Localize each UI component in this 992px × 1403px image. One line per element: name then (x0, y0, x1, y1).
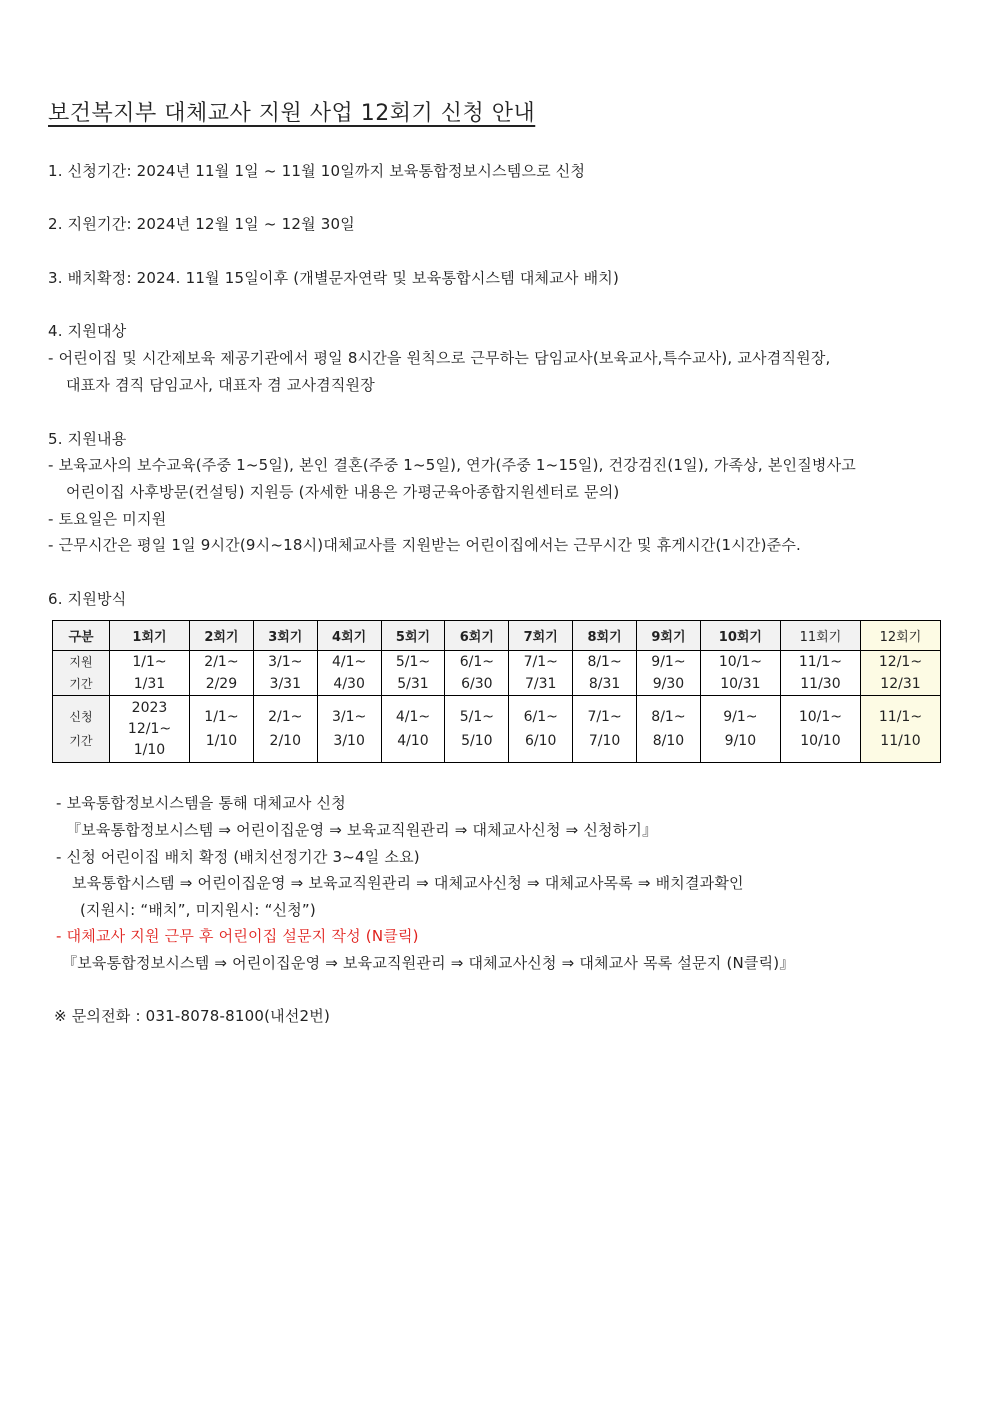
table-header-row (53, 621, 941, 651)
section-3-placement: 3. 배치확정: 2024. 11월 15일이후 (개별문자연락 및 보육통합시스템 대체교사 배치) (48, 269, 620, 287)
round-header: 1회기 (110, 621, 190, 651)
support-cell-current: 12/1~ 12/31 (860, 651, 940, 696)
section-5-line-1: - 보육교사의 보수교육(주중 1~5일), 본인 결혼(주중 1~5일), 연가(주중 1~15일), 건강검진(1일), 가족상, 본인질병사고 (48, 456, 856, 474)
note-survey: - 대체교사 지원 근무 후 어린이집 설문지 작성 (N클릭) (56, 927, 419, 945)
apply-cell: 8/1~ 8/10 (637, 696, 701, 763)
section-4-heading: 4. 지원대상 (48, 322, 127, 340)
apply-cell: 2023 12/1~ 1/10 (110, 696, 190, 763)
round-header: 9회기 (637, 621, 701, 651)
section-4-line-1: - 어린이집 및 시간제보육 제공기관에서 평일 8시간을 원칙으로 근무하는 담임교사(보육교사,특수교사), 교사겸직원장, (48, 349, 831, 367)
apply-cell: 6/1~ 6/10 (509, 696, 573, 763)
support-cell: 6/1~ 6/30 (445, 651, 509, 696)
section-4-line-2: 대표자 겸직 담임교사, 대표자 겸 교사겸직원장 (66, 376, 375, 394)
support-cell: 8/1~ 8/31 (573, 651, 637, 696)
round-header: 6회기 (445, 621, 509, 651)
support-cell: 2/1~ 2/29 (189, 651, 253, 696)
round-header-current: 12회기 (860, 621, 940, 651)
section-5-line-2: 어린이집 사후방문(컨설팅) 지원등 (자세한 내용은 가평군육아종합지원센터로 문의) (66, 483, 620, 501)
support-cell: 11/1~ 11/30 (780, 651, 860, 696)
section-6-heading: 6. 지원방식 (48, 590, 127, 608)
contact-phone: ※ 문의전화 : 031-8078-8100(내선2번) (54, 1007, 331, 1025)
corner-cell: 구분 (53, 621, 110, 651)
section-1-apply-period: 1. 신청기간: 2024년 11월 1일 ~ 11월 10일까지 보육통합정보시스템으로 신청 (48, 162, 586, 180)
apply-cell: 10/1~ 10/10 (780, 696, 860, 763)
page-title: 보건복지부 대체교사 지원 사업 12회기 신청 안내 (48, 101, 536, 126)
section-5-heading: 5. 지원내용 (48, 430, 127, 448)
note-placement-status: (지원시: “배치”, 미지원시: “신청”) (80, 901, 316, 919)
support-cell: 1/1~ 1/31 (110, 651, 190, 696)
support-cell: 3/1~ 3/31 (253, 651, 317, 696)
round-header: 4회기 (317, 621, 381, 651)
round-header: 3회기 (253, 621, 317, 651)
apply-cell: 5/1~ 5/10 (445, 696, 509, 763)
note-placement-confirm: - 신청 어린이집 배치 확정 (배치선정기간 3~4일 소요) (56, 848, 420, 866)
support-cell: 5/1~ 5/31 (381, 651, 445, 696)
note-placement-path: 보육통합시스템 ⇒ 어린이집운영 ⇒ 보육교직원관리 ⇒ 대체교사신청 ⇒ 대체교사목록 ⇒ 배치결과확인 (72, 874, 744, 892)
support-period-row (53, 651, 941, 696)
apply-cell: 3/1~ 3/10 (317, 696, 381, 763)
note-apply-via-system: - 보육통합정보시스템을 통해 대체교사 신청 (56, 794, 346, 812)
row-label-support: 지원 기간 (53, 651, 110, 696)
apply-cell: 9/1~ 9/10 (700, 696, 780, 763)
note-apply-path: 『보육통합정보시스템 ⇒ 어린이집운영 ⇒ 보육교직원관리 ⇒ 대체교사신청 ⇒ 신청하기』 (66, 821, 658, 839)
support-cell: 9/1~ 9/30 (637, 651, 701, 696)
round-header: 2회기 (189, 621, 253, 651)
support-cell: 4/1~ 4/30 (317, 651, 381, 696)
note-survey-path: 『보육통합정보시스템 ⇒ 어린이집운영 ⇒ 보육교직원관리 ⇒ 대체교사신청 ⇒ 대체교사 목록 설문지 (N클릭)』 (62, 954, 795, 972)
round-header: 11회기 (780, 621, 860, 651)
section-5-line-3: - 토요일은 미지원 (48, 510, 167, 528)
schedule-table (52, 620, 941, 763)
apply-period-row (53, 696, 941, 763)
apply-cell-current: 11/1~ 11/10 (860, 696, 940, 763)
support-cell: 7/1~ 7/31 (509, 651, 573, 696)
apply-cell: 7/1~ 7/10 (573, 696, 637, 763)
support-cell: 10/1~ 10/31 (700, 651, 780, 696)
round-header: 8회기 (573, 621, 637, 651)
apply-cell: 2/1~ 2/10 (253, 696, 317, 763)
row-label-apply: 신청 기간 (53, 696, 110, 763)
apply-cell: 1/1~ 1/10 (189, 696, 253, 763)
section-5-line-4: - 근무시간은 평일 1일 9시간(9시~18시)대체교사를 지원받는 어린이집에서는 근무시간 및 휴게시간(1시간)준수. (48, 536, 802, 554)
round-header: 5회기 (381, 621, 445, 651)
round-header: 7회기 (509, 621, 573, 651)
section-2-support-period: 2. 지원기간: 2024년 12월 1일 ~ 12월 30일 (48, 215, 355, 233)
apply-cell: 4/1~ 4/10 (381, 696, 445, 763)
round-header: 10회기 (700, 621, 780, 651)
